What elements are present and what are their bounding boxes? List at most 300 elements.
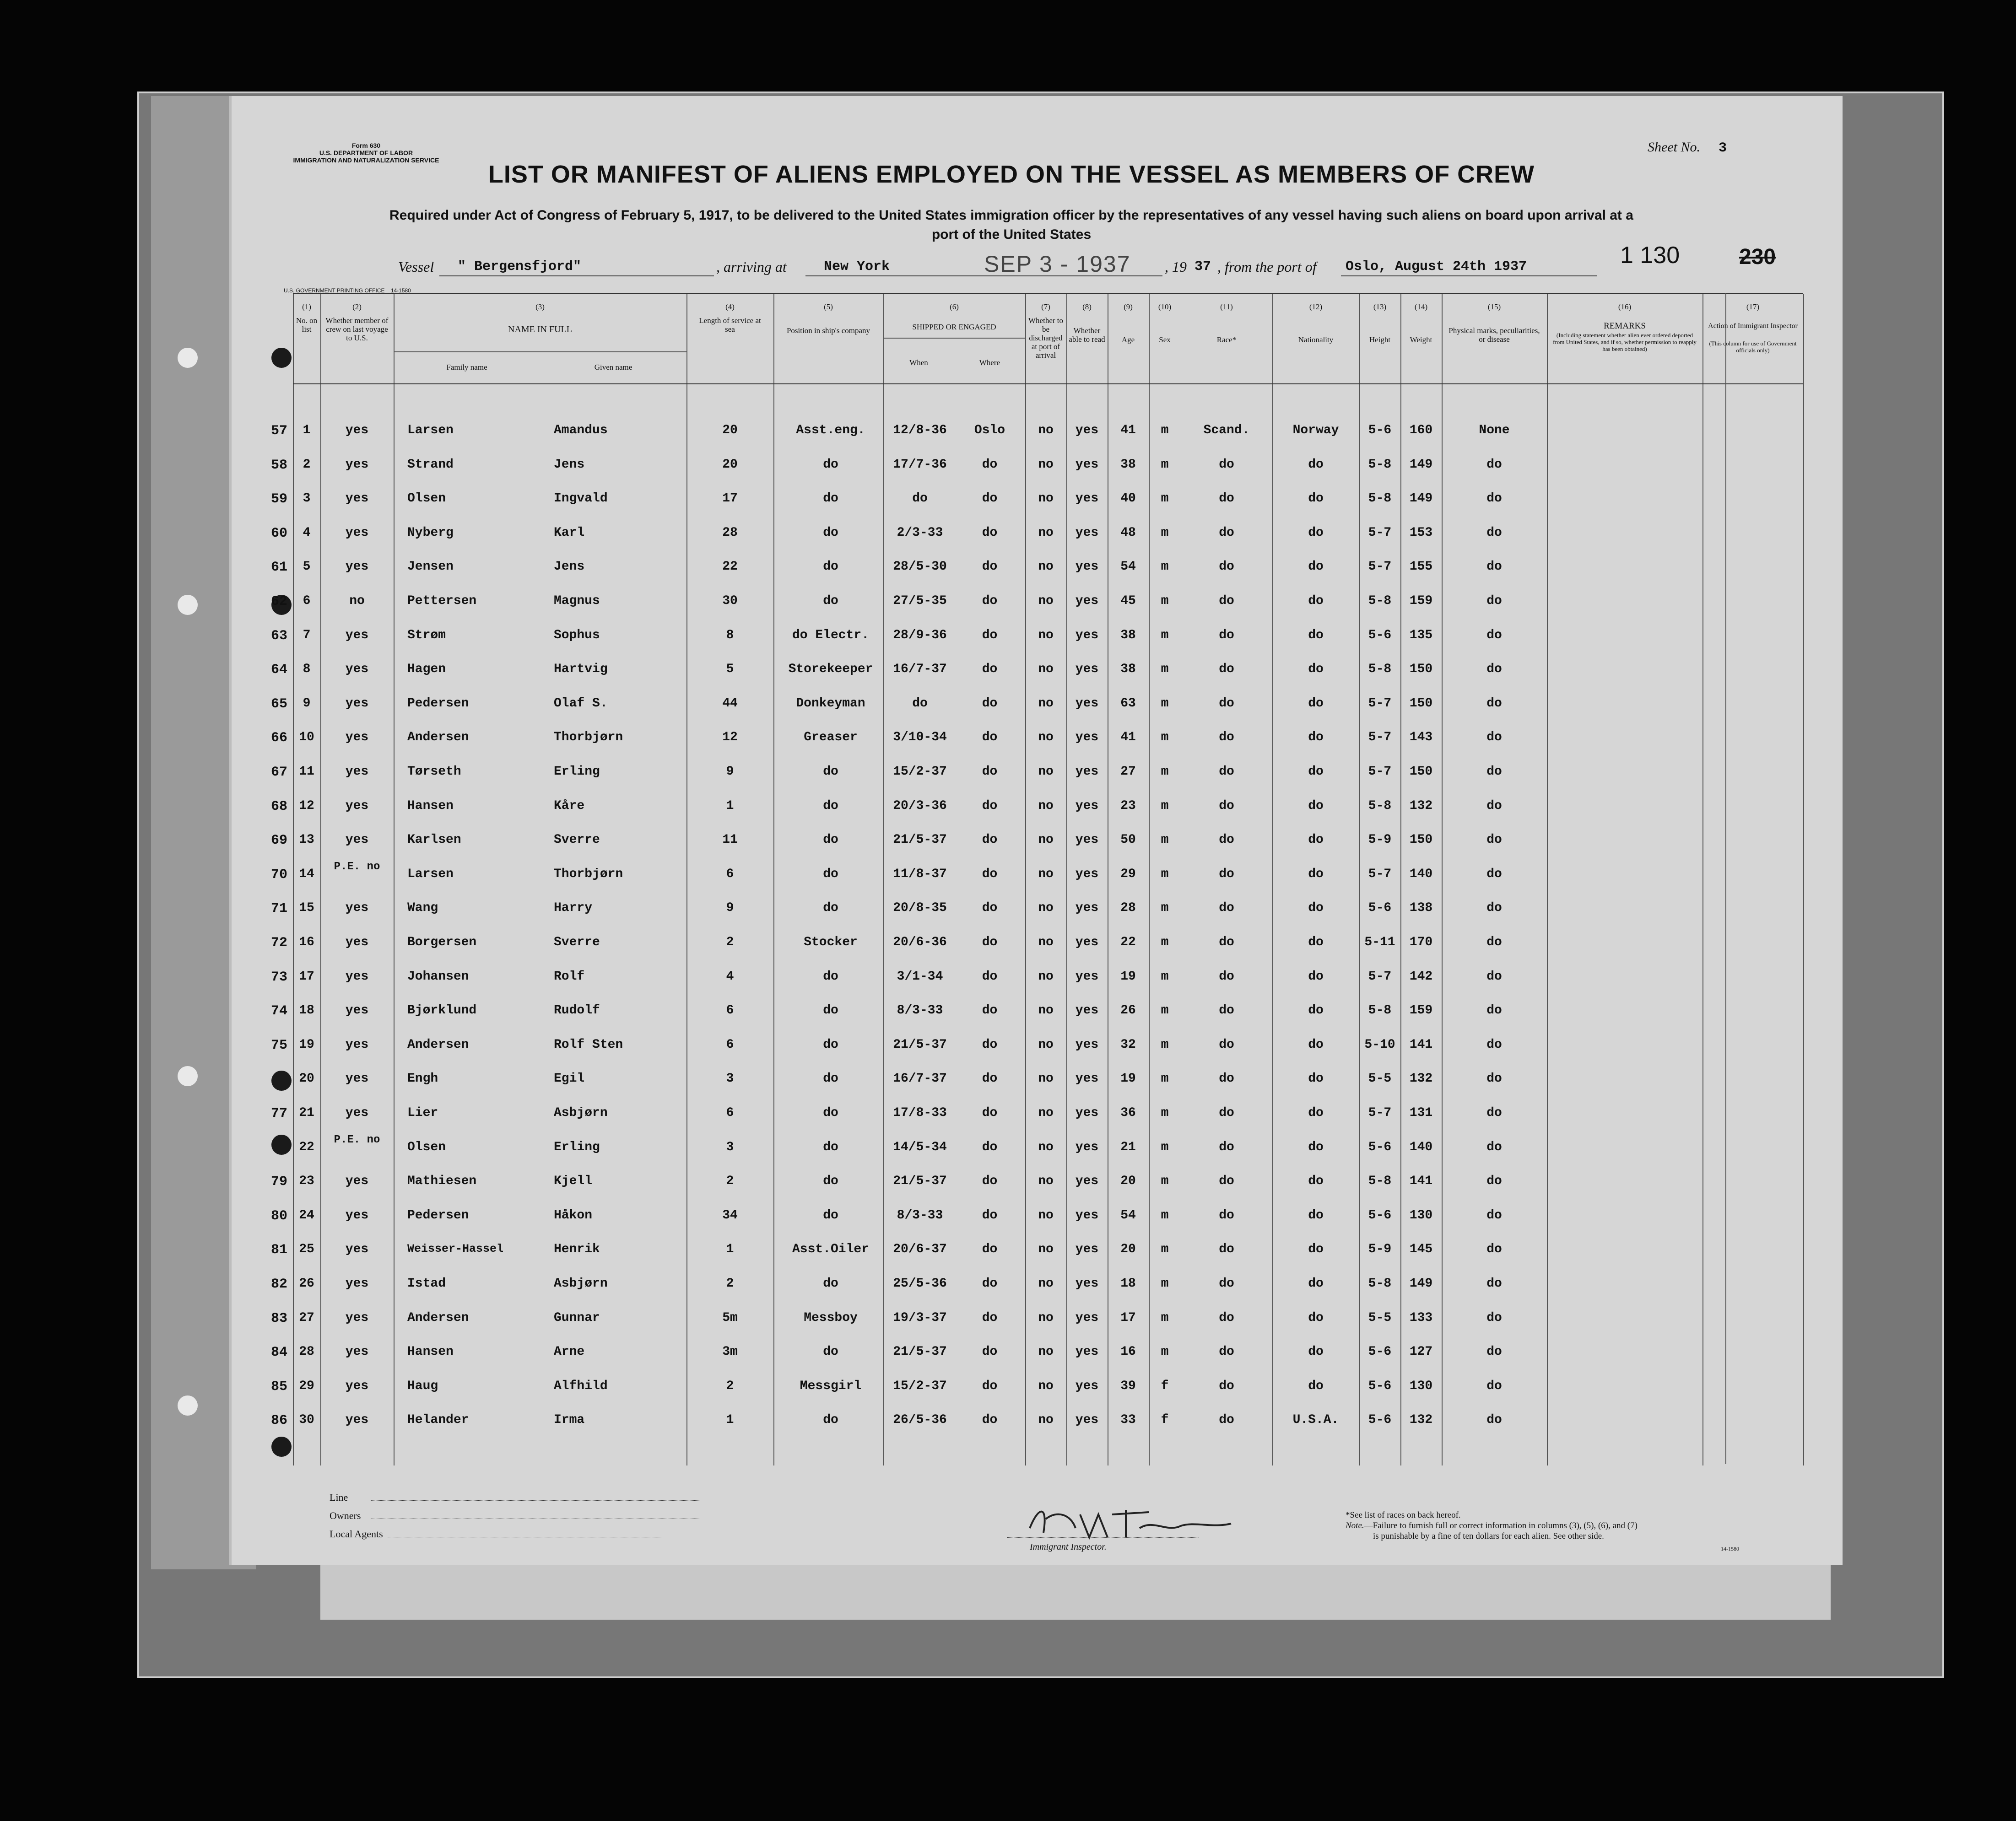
table-row — [293, 721, 1803, 755]
cell-shipped-when: 26/5-36 — [893, 1413, 947, 1427]
cell-weight: 159 — [1409, 594, 1433, 608]
table-row — [293, 1302, 1803, 1336]
cell-shipped-where: do — [982, 1242, 998, 1256]
cell-sex: m — [1161, 1003, 1169, 1018]
cell-nationality: do — [1308, 594, 1324, 608]
column-number: (7) — [1041, 302, 1050, 311]
cell-shipped-when: 21/5-37 — [893, 1038, 947, 1052]
cell-physical-marks: do — [1486, 1242, 1502, 1256]
cell-able-to-read: yes — [1075, 730, 1099, 744]
year-prefix: , 19 — [1165, 259, 1187, 275]
from-label: , from the port of — [1217, 259, 1317, 275]
cell-service-length: 6 — [726, 1106, 734, 1120]
cell-sex: m — [1161, 901, 1169, 915]
table-row — [293, 960, 1803, 994]
cell-list-number: 13 — [299, 833, 314, 847]
cell-race: do — [1219, 970, 1234, 984]
cell-previous-voyage: yes — [345, 662, 369, 676]
cell-race: do — [1219, 1106, 1234, 1120]
cell-previous-voyage: yes — [345, 1277, 369, 1291]
cell-weight: 138 — [1409, 901, 1433, 915]
line-field — [330, 1492, 700, 1503]
cell-nationality: do — [1308, 491, 1324, 506]
margin-row-number: 62 — [270, 594, 287, 609]
footer-notes — [1346, 1510, 1638, 1541]
cell-service-length: 3 — [726, 1140, 734, 1154]
cell-family-name: Andersen — [407, 730, 469, 744]
cell-shipped-when: 20/3-36 — [893, 799, 947, 813]
cell-sex: m — [1161, 765, 1169, 779]
cell-family-name: Andersen — [407, 1311, 469, 1325]
column-header-discharge: Whether to be discharged at port of arrival — [1028, 316, 1063, 360]
column-header-inspector-note: (This column for use of Government officials only) — [1709, 340, 1797, 354]
cell-service-length: 8 — [726, 628, 734, 642]
cell-family-name: Johansen — [407, 970, 469, 984]
cell-discharge: no — [1038, 1140, 1054, 1154]
column-header-sex: Sex — [1159, 335, 1171, 344]
cell-discharge: no — [1038, 1038, 1054, 1052]
column-header-previous-voyage: Whether member of crew on last voyage to U.S. — [325, 316, 389, 342]
cell-able-to-read: yes — [1075, 1038, 1099, 1052]
cell-age: 18 — [1120, 1277, 1136, 1291]
cell-able-to-read: yes — [1075, 1140, 1099, 1154]
cell-height: 5-8 — [1368, 799, 1392, 813]
cell-family-name: Wang — [407, 901, 438, 915]
cell-discharge: no — [1038, 970, 1054, 984]
cell-discharge: no — [1038, 833, 1054, 847]
cell-weight: 141 — [1409, 1174, 1433, 1188]
cell-discharge: no — [1038, 662, 1054, 676]
cell-service-length: 2 — [726, 1277, 734, 1291]
cell-discharge: no — [1038, 1106, 1054, 1120]
cell-service-length: 6 — [726, 1003, 734, 1018]
column-number: (11) — [1220, 302, 1233, 311]
cell-weight: 149 — [1409, 458, 1433, 472]
cell-sex: m — [1161, 628, 1169, 642]
cell-given-name: Thorbjørn — [554, 730, 623, 744]
cell-nationality: do — [1308, 1277, 1324, 1291]
cell-sex: m — [1161, 833, 1169, 847]
table-row — [293, 1131, 1803, 1165]
cell-position: do — [823, 833, 838, 847]
cell-able-to-read: yes — [1075, 833, 1099, 847]
margin-row-number: 60 — [270, 526, 287, 541]
cell-race: do — [1219, 935, 1234, 949]
cell-physical-marks: do — [1486, 833, 1502, 847]
cell-list-number: 25 — [299, 1242, 314, 1256]
cell-list-number: 21 — [299, 1106, 314, 1120]
cell-age: 19 — [1120, 970, 1136, 984]
cell-height: 5-9 — [1368, 833, 1392, 847]
cell-weight: 143 — [1409, 730, 1433, 744]
cell-able-to-read: yes — [1075, 935, 1099, 949]
cell-position: do — [823, 594, 838, 608]
cell-family-name: Larsen — [407, 867, 454, 881]
cell-age: 63 — [1120, 696, 1136, 711]
cell-position: do — [823, 1140, 838, 1154]
cell-position: do — [823, 867, 838, 881]
cell-family-name: Engh — [407, 1072, 438, 1086]
cell-height: 5-6 — [1368, 628, 1392, 642]
line-label: Line — [330, 1492, 348, 1503]
cell-age: 33 — [1120, 1413, 1136, 1427]
cell-shipped-where: do — [982, 1345, 998, 1359]
margin-row-number: 65 — [270, 696, 287, 712]
cell-previous-voyage: yes — [345, 1106, 369, 1120]
cell-position: do — [823, 458, 838, 472]
cell-age: 38 — [1120, 458, 1136, 472]
cell-shipped-where: do — [982, 833, 998, 847]
signature-rule — [1007, 1537, 1199, 1538]
cell-able-to-read: yes — [1075, 901, 1099, 915]
cell-service-length: 2 — [726, 1379, 734, 1393]
cell-list-number: 19 — [299, 1038, 314, 1052]
page-number-struck: 230 — [1739, 245, 1776, 269]
cell-shipped-where: do — [982, 1174, 998, 1188]
cell-shipped-where: do — [982, 1311, 998, 1325]
cell-given-name: Asbjørn — [554, 1277, 608, 1291]
cell-shipped-when: 3/1-34 — [897, 970, 943, 984]
cell-sex: m — [1161, 526, 1169, 540]
cell-weight: 132 — [1409, 1072, 1433, 1086]
cell-family-name: Borgersen — [407, 935, 477, 949]
cell-height: 5-8 — [1368, 1174, 1392, 1188]
cell-nationality: do — [1308, 1106, 1324, 1120]
cell-service-length: 20 — [722, 423, 738, 437]
cell-age: 45 — [1120, 594, 1136, 608]
cell-family-name: Karlsen — [407, 833, 461, 847]
cell-previous-voyage: yes — [345, 935, 369, 949]
cell-able-to-read: yes — [1075, 423, 1099, 437]
agents-field — [330, 1528, 662, 1540]
cell-service-length: 17 — [722, 491, 738, 506]
column-header-nationality: Nationality — [1298, 335, 1334, 344]
cell-position: do — [823, 526, 838, 540]
cell-sex: m — [1161, 594, 1169, 608]
cell-service-length: 20 — [722, 458, 738, 472]
cell-given-name: Gunnar — [554, 1311, 600, 1325]
binder-hole — [178, 595, 198, 615]
cell-nationality: do — [1308, 901, 1324, 915]
cell-previous-voyage: P.E. no — [334, 861, 380, 873]
cell-able-to-read: yes — [1075, 1242, 1099, 1256]
cell-list-number: 22 — [299, 1140, 314, 1154]
cell-physical-marks: do — [1486, 1413, 1502, 1427]
column-header-given-name: Given name — [594, 363, 632, 372]
service-name: IMMIGRATION AND NATURALIZATION SERVICE — [293, 156, 439, 164]
cell-weight: 150 — [1409, 696, 1433, 711]
cell-shipped-when: 8/3-33 — [897, 1003, 943, 1018]
cell-given-name: Karl — [554, 526, 585, 540]
cell-height: 5-6 — [1368, 1208, 1392, 1223]
table-row — [293, 1029, 1803, 1062]
cell-family-name: Olsen — [407, 491, 446, 506]
cell-nationality: do — [1308, 458, 1324, 472]
cell-race: do — [1219, 628, 1234, 642]
table-row — [293, 517, 1803, 550]
cell-position: do — [823, 1413, 838, 1427]
column-header-age: Age — [1121, 335, 1135, 344]
cell-position: do — [823, 901, 838, 915]
cell-race: do — [1219, 765, 1234, 779]
cell-age: 36 — [1120, 1106, 1136, 1120]
cell-sex: m — [1161, 1072, 1169, 1086]
cell-age: 38 — [1120, 628, 1136, 642]
cell-family-name: Tørseth — [407, 765, 461, 779]
cell-weight: 135 — [1409, 628, 1433, 642]
cell-family-name: Pedersen — [407, 696, 469, 711]
binder-hole — [271, 1071, 292, 1091]
cell-list-number: 15 — [299, 901, 314, 915]
cell-race: do — [1219, 491, 1234, 506]
cell-position: Donkeyman — [796, 696, 865, 711]
cell-shipped-when: 28/9-36 — [893, 628, 947, 642]
cell-nationality: do — [1308, 833, 1324, 847]
binder-hole — [178, 1066, 198, 1086]
cell-shipped-where: Oslo — [974, 423, 1005, 437]
column-header-remarks: REMARKS — [1604, 321, 1646, 331]
cell-physical-marks: do — [1486, 901, 1502, 915]
cell-shipped-where: do — [982, 594, 998, 608]
cell-family-name: Hansen — [407, 1345, 454, 1359]
table-row — [293, 824, 1803, 857]
cell-shipped-when: 17/7-36 — [893, 458, 947, 472]
cell-nationality: do — [1308, 1311, 1324, 1325]
cell-position: do — [823, 1072, 838, 1086]
cell-race: do — [1219, 526, 1234, 540]
cell-weight: 131 — [1409, 1106, 1433, 1120]
cell-weight: 130 — [1409, 1379, 1433, 1393]
cell-list-number: 16 — [299, 935, 314, 949]
cell-able-to-read: yes — [1075, 560, 1099, 574]
cell-physical-marks: do — [1486, 730, 1502, 744]
cell-discharge: no — [1038, 901, 1054, 915]
cell-given-name: Rolf — [554, 970, 585, 984]
cell-age: 20 — [1120, 1242, 1136, 1256]
cell-nationality: do — [1308, 1140, 1324, 1154]
cell-sex: m — [1161, 560, 1169, 574]
cell-shipped-when: 21/5-37 — [893, 1174, 947, 1188]
cell-given-name: Arne — [554, 1345, 585, 1359]
cell-age: 17 — [1120, 1311, 1136, 1325]
cell-physical-marks: do — [1486, 1174, 1502, 1188]
cell-race: do — [1219, 799, 1234, 813]
margin-row-number: 58 — [270, 458, 287, 473]
cell-previous-voyage: yes — [345, 491, 369, 506]
cell-service-length: 2 — [726, 935, 734, 949]
cell-race: do — [1219, 696, 1234, 711]
cell-race: do — [1219, 1174, 1234, 1188]
cell-age: 54 — [1120, 1208, 1136, 1223]
cell-physical-marks: do — [1486, 594, 1502, 608]
cell-previous-voyage: yes — [345, 901, 369, 915]
cell-list-number: 30 — [299, 1413, 314, 1427]
line-rule — [371, 1500, 700, 1501]
cell-service-length: 1 — [726, 1413, 734, 1427]
cell-nationality: do — [1308, 970, 1324, 984]
table-row — [293, 414, 1803, 448]
cell-shipped-when: 20/6-37 — [893, 1242, 947, 1256]
cell-family-name: Haug — [407, 1379, 438, 1393]
cell-discharge: no — [1038, 1003, 1054, 1018]
cell-service-length: 4 — [726, 970, 734, 984]
cell-list-number: 18 — [299, 1003, 314, 1018]
cell-discharge: no — [1038, 1379, 1054, 1393]
cell-nationality: do — [1308, 1003, 1324, 1018]
note-text: —Failure to furnish full or correct information in columns (3), (5), (6), and (7) — [1364, 1521, 1638, 1530]
binder-hole — [178, 1395, 198, 1416]
cell-previous-voyage: yes — [345, 526, 369, 540]
cell-given-name: Jens — [554, 560, 585, 574]
cell-shipped-where: do — [982, 628, 998, 642]
footer-code: 14-1580 — [1721, 1546, 1739, 1552]
margin-row-number: 68 — [270, 799, 287, 814]
cell-nationality: do — [1308, 696, 1324, 711]
cell-position: do — [823, 1174, 838, 1188]
cell-physical-marks: do — [1486, 799, 1502, 813]
cell-shipped-when: 20/8-35 — [893, 901, 947, 915]
cell-shipped-when: 25/5-36 — [893, 1277, 947, 1291]
table-row — [293, 892, 1803, 926]
department-name: U.S. DEPARTMENT OF LABOR — [319, 149, 413, 156]
table-row — [293, 1097, 1803, 1131]
cell-height: 5-8 — [1368, 491, 1392, 506]
cell-shipped-where: do — [982, 765, 998, 779]
margin-row-number: 57 — [270, 423, 287, 439]
cell-nationality: do — [1308, 560, 1324, 574]
margin-row-number: 79 — [270, 1174, 287, 1190]
cell-given-name: Rolf Sten — [554, 1038, 623, 1052]
cell-given-name: Olaf S. — [554, 696, 608, 711]
column-header-race: Race* — [1216, 335, 1237, 344]
cell-shipped-when: 14/5-34 — [893, 1140, 947, 1154]
margin-row-number: 74 — [270, 1003, 287, 1019]
inspector-signature — [1021, 1496, 1249, 1546]
cell-able-to-read: yes — [1075, 1311, 1099, 1325]
cell-physical-marks: do — [1486, 1003, 1502, 1018]
cell-weight: 149 — [1409, 1277, 1433, 1291]
cell-discharge: no — [1038, 1174, 1054, 1188]
cell-service-length: 1 — [726, 799, 734, 813]
cell-height: 5-7 — [1368, 526, 1392, 540]
cell-weight: 132 — [1409, 799, 1433, 813]
agents-label: Local Agents — [330, 1528, 383, 1540]
cell-race: do — [1219, 1379, 1234, 1393]
table-row — [293, 1370, 1803, 1404]
cell-age: 22 — [1120, 935, 1136, 949]
cell-position: Greaser — [804, 730, 858, 744]
cell-sex: m — [1161, 696, 1169, 711]
name-rule — [394, 351, 686, 352]
cell-given-name: Amandus — [554, 423, 608, 437]
column-header-where: Where — [979, 358, 1000, 367]
cell-discharge: no — [1038, 1208, 1054, 1223]
cell-nationality: U.S.A. — [1292, 1413, 1339, 1427]
table-row — [293, 1233, 1803, 1267]
cell-nationality: do — [1308, 1174, 1324, 1188]
binder-hole — [271, 1135, 292, 1155]
cell-nationality: do — [1308, 1208, 1324, 1223]
cell-service-length: 6 — [726, 1038, 734, 1052]
cell-shipped-where: do — [982, 1277, 998, 1291]
cell-position: do — [823, 1003, 838, 1018]
cell-shipped-where: do — [982, 458, 998, 472]
cell-age: 41 — [1120, 730, 1136, 744]
column-header-position: Position in ship's company — [786, 326, 870, 335]
cell-race: do — [1219, 901, 1234, 915]
cell-shipped-where: do — [982, 1003, 998, 1018]
cell-shipped-where: do — [982, 662, 998, 676]
cell-height: 5-7 — [1368, 696, 1392, 711]
cell-service-length: 12 — [722, 730, 738, 744]
cell-height: 5-6 — [1368, 1345, 1392, 1359]
cell-shipped-where: do — [982, 1208, 998, 1223]
print-office-name: U.S. GOVERNMENT PRINTING OFFICE — [284, 287, 385, 294]
vessel-label: Vessel — [398, 259, 434, 275]
cell-shipped-when: 27/5-35 — [893, 594, 947, 608]
year-value: 37 — [1194, 259, 1211, 275]
cell-shipped-when: 15/2-37 — [893, 765, 947, 779]
cell-given-name: Sophus — [554, 628, 600, 642]
cell-family-name: Jensen — [407, 560, 454, 574]
cell-height: 5-5 — [1368, 1311, 1392, 1325]
cell-previous-voyage: yes — [345, 560, 369, 574]
cell-physical-marks: do — [1486, 1208, 1502, 1223]
cell-previous-voyage: yes — [345, 1208, 369, 1223]
cell-previous-voyage: yes — [345, 730, 369, 744]
cell-family-name: Strøm — [407, 628, 446, 642]
cell-able-to-read: yes — [1075, 628, 1099, 642]
margin-row-number: 83 — [270, 1311, 287, 1326]
note-label: Note. — [1346, 1521, 1364, 1530]
cell-given-name: Magnus — [554, 594, 600, 608]
cell-height: 5-6 — [1368, 901, 1392, 915]
cell-shipped-where: do — [982, 867, 998, 881]
cell-weight: 130 — [1409, 1208, 1433, 1223]
sheet-value: 3 — [1718, 140, 1727, 156]
cell-discharge: no — [1038, 423, 1054, 437]
cell-able-to-read: yes — [1075, 1072, 1099, 1086]
cell-shipped-where: do — [982, 491, 998, 506]
vessel-name: " Bergensfjord" — [458, 259, 582, 275]
inspector-label: Immigrant Inspector. — [1030, 1542, 1107, 1552]
column-number: (17) — [1746, 302, 1760, 311]
cell-able-to-read: yes — [1075, 765, 1099, 779]
cell-race: do — [1219, 1413, 1234, 1427]
cell-family-name: Olsen — [407, 1140, 446, 1154]
cell-shipped-when: do — [912, 491, 928, 506]
cell-previous-voyage: yes — [345, 1038, 369, 1052]
cell-list-number: 9 — [303, 696, 311, 711]
margin-row-number: 77 — [270, 1106, 287, 1121]
column-header-read: Whether able to read — [1069, 326, 1105, 344]
cell-nationality: Norway — [1292, 423, 1339, 437]
cell-nationality: do — [1308, 867, 1324, 881]
cell-weight: 149 — [1409, 491, 1433, 506]
cell-age: 19 — [1120, 1072, 1136, 1086]
date-stamp: SEP 3 - 1937 — [984, 251, 1131, 277]
cell-height: 5-8 — [1368, 1003, 1392, 1018]
table-row — [293, 482, 1803, 516]
cell-height: 5-6 — [1368, 1413, 1392, 1427]
cell-height: 5-7 — [1368, 730, 1392, 744]
column-number: (2) — [352, 302, 362, 311]
cell-able-to-read: yes — [1075, 1345, 1099, 1359]
cell-age: 38 — [1120, 662, 1136, 676]
cell-able-to-read: yes — [1075, 867, 1099, 881]
cell-sex: m — [1161, 1106, 1169, 1120]
column-number: (13) — [1373, 302, 1387, 311]
